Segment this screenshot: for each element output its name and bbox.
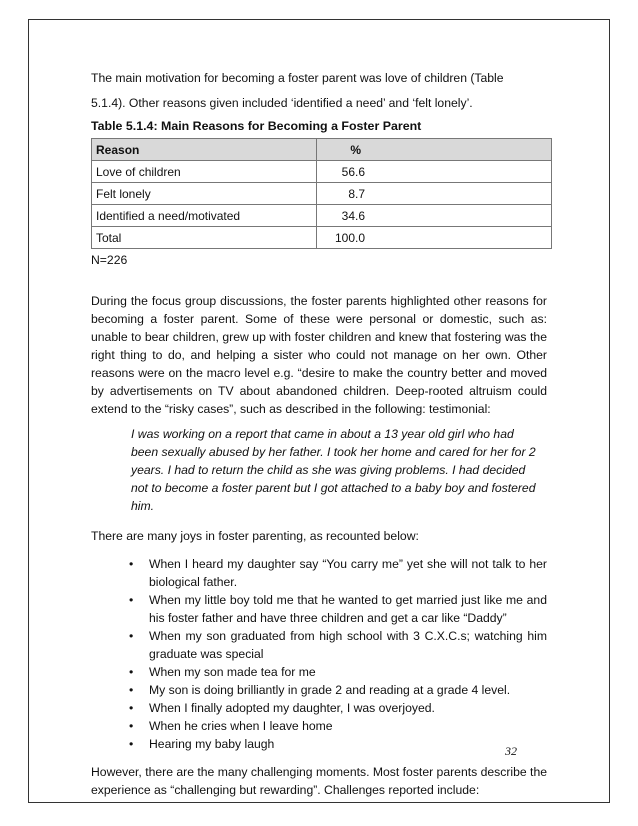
- list-item: • My son is doing brilliantly in grade 2 and reading at a grade 4 level.: [129, 683, 511, 697]
- intro-paragraph: [91, 66, 547, 116]
- table-caption: Table 5.1.4: Main Reasons for Becoming a Foster Parent: [91, 119, 422, 133]
- joys-intro: There are many joys in foster parenting, as recounted below:: [91, 529, 419, 543]
- row-percent: 34.6: [317, 205, 552, 227]
- focus-group-paragraph: During the focus group discussions, the foster parents highlighted other reasons for becoming a foster parent. Some of these were personal or domestic, such as: unable to bear children, grew up with foster children and knew that fostering was the right thing to do, and helping a sister who could not manage on her own. Other reasons were on the macro level e.g. “desire to make the country better and moved by advertisements on TV about abandoned children. Deep-rooted altruism could extend to the “risky cases”, such as described in the following: testimonial:: [91, 294, 547, 416]
- table-row: [92, 205, 552, 227]
- table-row: [92, 161, 552, 183]
- row-percent: 8.7: [317, 183, 552, 205]
- intro-line-1: The main motivation for becoming a foster parent was love of children (Table: [91, 71, 504, 85]
- row-percent: 100.0: [317, 227, 552, 249]
- row-percent: 56.6: [317, 161, 552, 183]
- table-header-row: [92, 139, 552, 161]
- list-item: • Hearing my baby laugh: [129, 737, 275, 751]
- joys-list: [91, 555, 547, 753]
- row-reason: Felt lonely: [92, 183, 317, 205]
- sample-size: N=226: [91, 253, 128, 267]
- list-item: • When my son made tea for me: [129, 665, 316, 679]
- list-item: • When my little boy told me that he wanted to get married just like me and his foster father and have three children and get a car like “Daddy”: [129, 593, 547, 625]
- challenges-paragraph: However, there are the many challenging moments. Most foster parents describe the experience as “challenging but rewarding”. Challenges reported include:: [91, 765, 547, 797]
- testimonial-quote: I was working on a report that came in about a 13 year old girl who had been sexually abused by her father. I took her home and cared for her for 2 years. I had to return the child as she was giving problems. I had decided not to become a foster parent but I got attached to a baby boy and fostered him.: [131, 427, 536, 513]
- header-percent: %: [317, 139, 552, 161]
- table-row: [92, 227, 552, 249]
- list-item: • When I heard my daughter say “You carry me” yet she will not talk to her biological father.: [129, 557, 547, 589]
- list-item: • When my son graduated from high school with 3 C.X.C.s; watching him graduate was special: [129, 629, 547, 661]
- row-reason: Love of children: [92, 161, 317, 183]
- document-body: [91, 66, 547, 799]
- list-item: • When he cries when I leave home: [129, 719, 333, 733]
- intro-line-2: 5.1.4). Other reasons given included ‘identified a need’ and ‘felt lonely’.: [91, 96, 473, 110]
- list-item: • When I finally adopted my daughter, I was overjoyed.: [129, 701, 435, 715]
- row-reason: Identified a need/motivated: [92, 205, 317, 227]
- header-reason: Reason: [92, 139, 317, 161]
- table-row: [92, 183, 552, 205]
- row-reason: Total: [92, 227, 317, 249]
- page-number: 32: [505, 744, 517, 758]
- reasons-table: [91, 138, 552, 249]
